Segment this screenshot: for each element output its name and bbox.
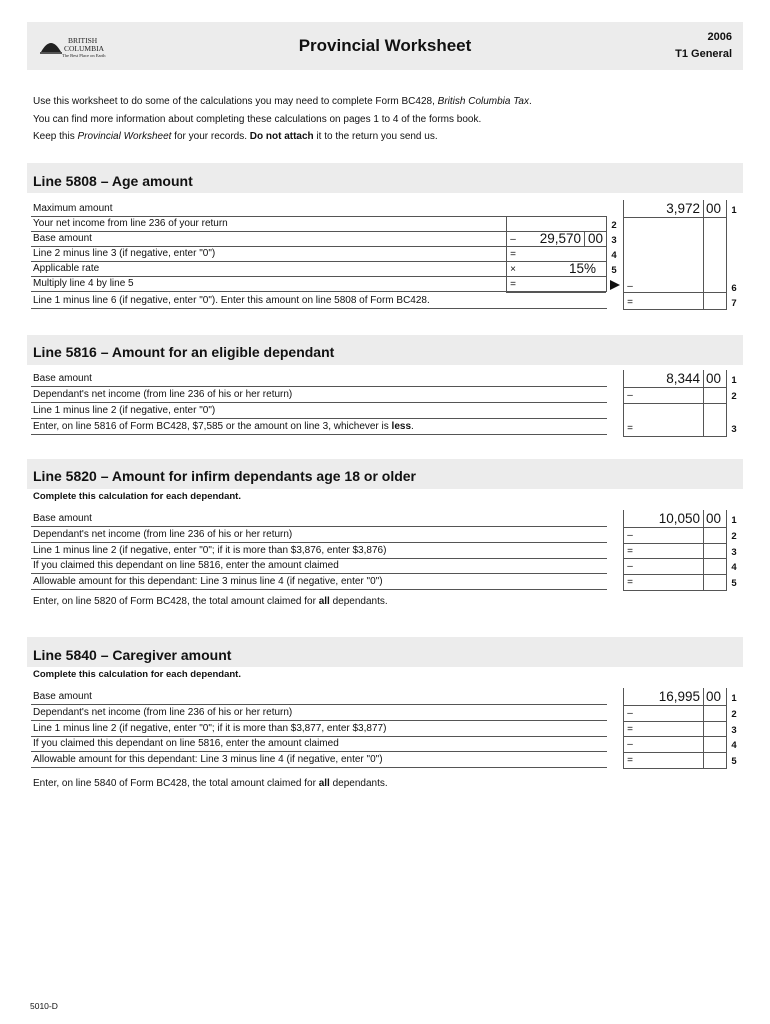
s5840-instruction — [33, 778, 388, 789]
base-amount-cents: 00 — [588, 231, 604, 246]
divider — [623, 309, 726, 310]
line-number: 4 — [611, 250, 617, 261]
line-number: 2 — [731, 531, 737, 542]
section-heading-5820: Line 5820 – Amount for infirm dependants age 18 or older — [33, 468, 417, 484]
divider — [623, 387, 726, 388]
divider — [506, 292, 606, 293]
s5808-row-7: Line 1 minus line 6 (if negative, enter "0"). Enter this amount on line 5808 of Form BC428. — [31, 294, 607, 309]
intro-line-3 — [33, 131, 438, 142]
op-minus: – — [627, 530, 633, 541]
divider — [726, 510, 727, 591]
op-equals: = — [627, 724, 633, 735]
row-emphasis: all — [318, 778, 330, 789]
divider — [726, 370, 727, 437]
s5820-row-5: Allowable amount for this dependant: Line 3 minus line 4 (if negative, enter "0") — [31, 575, 607, 590]
row-emphasis: less — [391, 421, 412, 432]
row-text: dependants. — [329, 596, 388, 607]
s5820-row-4: If you claimed this dependant on line 5816, enter the amount claimed — [31, 559, 607, 574]
divider — [623, 527, 726, 528]
op-minus: – — [627, 390, 633, 401]
intro-emphasis: Do not attach — [249, 131, 314, 142]
intro-text: . — [529, 96, 532, 107]
line-number: 3 — [731, 547, 737, 558]
op-minus: – — [510, 234, 516, 245]
line3-input[interactable] — [637, 545, 701, 557]
s5820-row-3: Line 1 minus line 2 (if negative, enter "0"; if it is more than $3,876, enter $3,876) — [31, 544, 607, 559]
base-amount-cents: 00 — [706, 689, 722, 704]
logo-line1: BRITISH — [68, 36, 98, 45]
section-heading-5816: Line 5816 – Amount for an eligible dependant — [33, 344, 335, 360]
dependant-income-input[interactable] — [637, 389, 701, 402]
section-heading-5808: Line 5808 – Age amount — [33, 173, 193, 189]
logo-line2: COLUMBIA — [64, 44, 105, 53]
s5808-row-4: Line 2 minus line 3 (if negative, enter "0") — [31, 247, 607, 262]
op-times: × — [510, 264, 516, 275]
s5820-row-2: Dependant's net income (from line 236 of his or her return) — [31, 528, 607, 543]
section-note: Complete this calculation for each dependant. — [33, 491, 241, 502]
intro-line-2: You can find more information about completing these calculations on pages 1 to 4 of the forms book. — [33, 114, 482, 125]
s5820-row-1: Base amount — [31, 512, 607, 527]
row-text: Enter, on line 5816 of Form BC428, $7,585 or the amount on line 3, whichever is — [33, 421, 392, 432]
max-amount-cents: 00 — [706, 201, 722, 216]
line-number: 7 — [731, 298, 737, 309]
op-minus: – — [627, 708, 633, 719]
op-equals: = — [510, 279, 516, 290]
line-number: 1 — [731, 693, 737, 704]
intro-text: Keep this — [33, 131, 78, 142]
s5808-row-6: Multiply line 4 by line 5 — [31, 277, 607, 292]
eligible-dependant-result-input[interactable] — [637, 421, 701, 434]
row-text: Enter, on line 5820 of Form BC428, the total amount claimed for — [33, 596, 319, 607]
s5820-instruction — [33, 596, 388, 607]
divider — [623, 752, 726, 753]
s5840-row-5: Allowable amount for this dependant: Line 3 minus line 4 (if negative, enter "0") — [31, 753, 607, 768]
row-emphasis: all — [318, 596, 330, 607]
base-amount-cents: 00 — [706, 511, 722, 526]
s5808-row-3: Base amount — [31, 232, 607, 247]
divider — [623, 217, 726, 218]
arrow-right-icon — [609, 279, 621, 291]
line6-mid-input[interactable] — [522, 278, 582, 291]
s5808-row-2: Your net income from line 236 of your return — [31, 217, 607, 232]
divider — [584, 232, 585, 247]
page-title: Provincial Worksheet — [298, 36, 472, 55]
age-amount-result-input[interactable] — [637, 294, 701, 307]
s5808-row-5: Applicable rate — [31, 262, 607, 277]
line-number: 1 — [731, 375, 737, 386]
form-name: T1 General — [675, 48, 732, 60]
s5840-row-2: Dependant's net income (from line 236 of his or her return) — [31, 706, 607, 721]
line-number: 5 — [731, 578, 737, 589]
intro-worksheet-name: Provincial Worksheet — [77, 131, 172, 142]
op-equals: = — [627, 297, 633, 308]
s5840-row-3: Line 1 minus line 2 (if negative, enter "0"; if it is more than $3,877, enter $3,877) — [31, 722, 607, 737]
divider — [623, 558, 726, 559]
s5816-row-1: Base amount — [31, 372, 607, 387]
row-text: dependants. — [329, 778, 388, 789]
applicable-rate: 15% — [568, 261, 596, 276]
intro-text: Use this worksheet to do some of the calculations you may need to complete Form BC428, — [33, 96, 438, 107]
divider — [623, 510, 624, 591]
divider — [623, 705, 726, 706]
s5816-row-2: Dependant's net income (from line 236 of his or her return) — [31, 388, 607, 403]
claimed-5816-input[interactable] — [637, 560, 701, 573]
row-text: . — [411, 421, 414, 432]
line4-input[interactable] — [522, 248, 582, 261]
intro-form-title: British Columbia Tax — [437, 96, 529, 107]
base-amount: 8,344 — [666, 371, 700, 386]
s5816-row-4 — [31, 420, 607, 435]
divider — [623, 574, 726, 575]
divider — [703, 510, 704, 591]
divider — [726, 688, 727, 769]
allowable-amount-input[interactable] — [637, 576, 701, 589]
op-minus: – — [627, 739, 633, 750]
line-number: 2 — [731, 391, 737, 402]
divider — [506, 217, 507, 292]
dependant-income-input[interactable] — [637, 529, 701, 542]
op-equals: = — [627, 546, 633, 557]
row-text: Enter, on line 5840 of Form BC428, the total amount claimed for — [33, 778, 319, 789]
form-code: 5010-D — [30, 1001, 58, 1011]
op-minus: – — [627, 561, 633, 572]
base-amount: 29,570 — [539, 231, 581, 246]
base-amount: 16,995 — [658, 689, 700, 704]
claimed-5816-input[interactable] — [637, 738, 701, 751]
line6-input[interactable] — [637, 278, 701, 291]
line-number: 1 — [731, 515, 737, 526]
op-equals: = — [627, 423, 633, 434]
logo-tagline: The Best Place on Earth — [62, 53, 106, 58]
intro-text: for your records. — [171, 131, 250, 142]
divider — [623, 403, 726, 404]
allowable-amount-input[interactable] — [637, 754, 701, 767]
line-number: 6 — [731, 283, 737, 294]
divider — [623, 736, 726, 737]
divider — [623, 436, 726, 437]
section-note: Complete this calculation for each dependant. — [33, 669, 241, 680]
line3-input[interactable] — [637, 723, 701, 735]
divider — [623, 721, 726, 722]
line-number: 3 — [611, 235, 617, 246]
intro-line-1 — [33, 96, 532, 107]
max-amount: 3,972 — [666, 201, 700, 216]
intro-text: it to the return you send us. — [313, 131, 438, 142]
line-number: 1 — [731, 205, 737, 216]
divider — [726, 200, 727, 310]
divider — [623, 688, 624, 769]
divider — [703, 688, 704, 769]
divider — [623, 292, 726, 293]
op-equals: = — [627, 755, 633, 766]
divider — [623, 543, 726, 544]
base-amount-cents: 00 — [706, 371, 722, 386]
s5808-row-1: Maximum amount — [31, 202, 607, 217]
net-income-input[interactable] — [522, 218, 582, 231]
line-number: 2 — [731, 709, 737, 720]
line-number: 3 — [731, 725, 737, 736]
line-number: 3 — [731, 424, 737, 435]
divider — [623, 590, 726, 591]
s5840-row-4: If you claimed this dependant on line 5816, enter the amount claimed — [31, 737, 607, 752]
line-number: 5 — [611, 265, 617, 276]
section-heading-5840: Line 5840 – Caregiver amount — [33, 647, 232, 663]
base-amount: 10,050 — [658, 511, 700, 526]
line-number: 5 — [731, 756, 737, 767]
line-number: 4 — [731, 740, 737, 751]
s5816-row-3: Line 1 minus line 2 (if negative, enter "0") — [31, 404, 607, 419]
op-equals: = — [510, 249, 516, 260]
op-equals: = — [627, 577, 633, 588]
s5840-row-1: Base amount — [31, 690, 607, 705]
divider — [623, 768, 726, 769]
tax-year: 2006 — [707, 31, 732, 43]
line-number: 2 — [611, 220, 617, 231]
divider — [606, 217, 607, 292]
line-number: 4 — [731, 562, 737, 573]
dependant-income-input[interactable] — [637, 707, 701, 720]
op-minus: – — [627, 281, 633, 292]
